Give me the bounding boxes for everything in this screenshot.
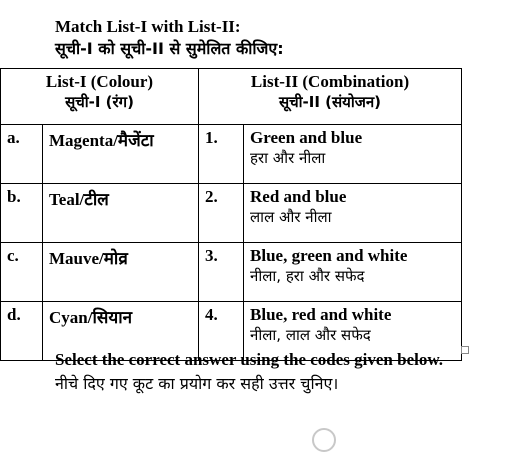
instruction-hindi: नीचे दिए गए कूट का प्रयोग कर सही उत्तर चुनिए। <box>55 374 339 393</box>
row-code: c. <box>1 243 43 302</box>
row-number: 3. <box>199 243 244 302</box>
list1-header-en: List-I (Colour) <box>45 72 154 91</box>
list2-header <box>199 69 462 125</box>
table-row <box>1 125 462 184</box>
row-colour-text: Teal/टील <box>49 190 109 209</box>
heading-english: Match List-I with List-II: <box>55 17 241 36</box>
combination-hi: हरा और नीला <box>250 149 326 167</box>
combination-en: Red and blue <box>250 187 347 206</box>
row-combination <box>244 184 462 243</box>
row-colour-text: Mauve/मोव्र <box>49 249 128 268</box>
row-colour <box>43 125 199 184</box>
row-colour-text: Magenta/मैजेंटा <box>49 131 154 150</box>
row-combination <box>244 125 462 184</box>
row-code: b. <box>1 184 43 243</box>
table-row <box>1 243 462 302</box>
list2-header-en: List-II (Combination) <box>250 72 410 91</box>
table-row <box>1 184 462 243</box>
list2-header-hi: सूची-II (संयोजन) <box>278 93 382 111</box>
row-combination <box>244 243 462 302</box>
combination-hi: नीला, हरा और सफेद <box>250 267 365 285</box>
row-number: 4. <box>199 302 244 361</box>
list1-header <box>1 69 199 125</box>
row-colour <box>43 184 199 243</box>
combination-hi: लाल और नीला <box>250 208 332 226</box>
match-table <box>0 68 462 361</box>
row-number: 2. <box>199 184 244 243</box>
row-colour-text: Cyan/सियान <box>49 308 133 327</box>
combination-hi: नीला, लाल और सफेद <box>250 326 371 344</box>
instruction-english: Select the correct answer using the codes given below. <box>55 350 443 369</box>
question-heading <box>55 16 515 60</box>
combination-en: Blue, red and white <box>250 305 392 324</box>
table-header-row <box>1 69 462 125</box>
combination-en: Green and blue <box>250 128 363 147</box>
row-colour <box>43 243 199 302</box>
loading-cursor-icon <box>312 428 336 452</box>
row-code: a. <box>1 125 43 184</box>
combination-en: Blue, green and white <box>250 246 408 265</box>
row-code: d. <box>1 302 43 361</box>
row-number: 1. <box>199 125 244 184</box>
heading-hindi: सूची-I को सूची-II से सुमेलित कीजिए: <box>55 39 284 58</box>
instruction-text <box>55 350 465 394</box>
list1-header-hi: सूची-I (रंग) <box>65 93 134 111</box>
